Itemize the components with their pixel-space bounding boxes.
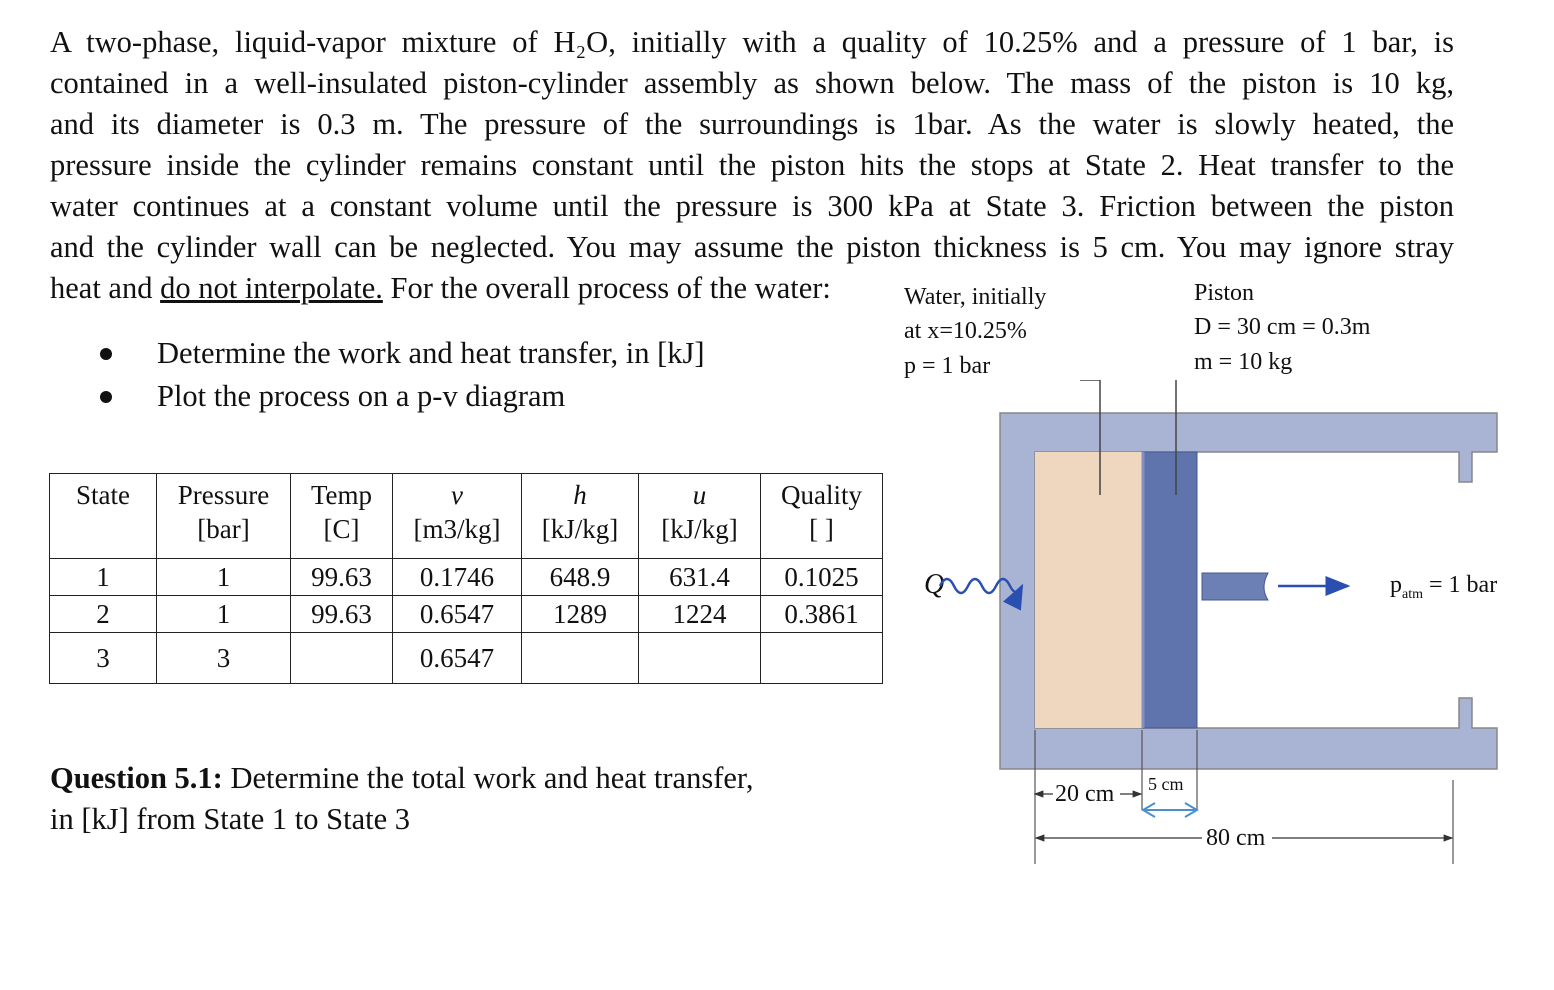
- piston: [1142, 452, 1197, 728]
- question-text-2: in [kJ] from State 1 to State 3: [50, 802, 411, 836]
- table-row: [50, 559, 883, 596]
- task-item: [100, 375, 705, 418]
- cell-pressure: 1: [157, 559, 291, 596]
- col-header-state: State: [50, 474, 157, 559]
- col-header-quality: Quality [ ]: [761, 474, 883, 559]
- water-region: [1035, 452, 1142, 728]
- problem-line-6: and the cylinder wall can be neglected. You may assume the piston thickness is 5 cm. You may ignore stray: [50, 230, 1454, 264]
- piston-mass-label: m = 10 kg: [1194, 349, 1293, 375]
- task-text: Determine the work and heat transfer, in [kJ]: [157, 336, 705, 370]
- cell-u: [639, 633, 761, 684]
- cell-u: 631.4: [639, 559, 761, 596]
- cell-v: 0.6547: [393, 633, 522, 684]
- cell-state: 1: [50, 559, 157, 596]
- piston-rod: [1202, 573, 1268, 600]
- no-interpolate-note: do not interpolate.: [160, 271, 383, 305]
- problem-line-7-b: For the overall process of the water:: [382, 271, 831, 305]
- problem-line-7-a: heat and: [50, 271, 161, 305]
- problem-statement: [50, 22, 1454, 309]
- cell-quality: [761, 633, 883, 684]
- table-row: [50, 633, 883, 684]
- dim-5cm-label: 5 cm: [1148, 774, 1184, 794]
- water-label-line-1: Water, initially: [904, 284, 1047, 310]
- dim-20cm-label: 20 cm: [1055, 781, 1115, 807]
- cell-u: 1224: [639, 596, 761, 633]
- cell-temp: [291, 633, 393, 684]
- col-header-pressure: Pressure [bar]: [157, 474, 291, 559]
- cell-v: 0.6547: [393, 596, 522, 633]
- col-header-h: h [kJ/kg]: [522, 474, 639, 559]
- problem-line-1: A two-phase, liquid-vapor mixture of H₂O, initially with a quality of 10.25% and a pressure of 1 bar, is: [50, 25, 1454, 59]
- cell-v: 0.1746: [393, 559, 522, 596]
- problem-line-2: contained in a well-insulated piston-cylinder assembly as shown below. The mass of the piston is 10 kg,: [50, 66, 1454, 100]
- col-header-u: u [kJ/kg]: [639, 474, 761, 559]
- question-text-1: Determine the total work and heat transfer,: [222, 761, 754, 795]
- cell-state: 2: [50, 596, 157, 633]
- piston-label: Piston: [1194, 280, 1255, 306]
- cell-h: 1289: [522, 596, 639, 633]
- problem-line-4: pressure inside the cylinder remains constant until the piston hits the stops at State 2. Heat transfer to the: [50, 148, 1454, 182]
- task-list: [100, 332, 705, 418]
- water-label-line-2: at x=10.25%: [904, 318, 1027, 344]
- cell-quality: 0.1025: [761, 559, 883, 596]
- problem-line-5: water continues at a constant volume until the pressure is 300 kPa at State 3. Friction between the piston: [50, 189, 1454, 223]
- cell-h: 648.9: [522, 559, 639, 596]
- cell-pressure: 3: [157, 633, 291, 684]
- col-header-temp: Temp [C]: [291, 474, 393, 559]
- heat-symbol: Q: [924, 569, 945, 600]
- table-row: [50, 596, 883, 633]
- task-text: Plot the process on a p-v diagram: [157, 379, 566, 413]
- table-header-row: [50, 474, 883, 559]
- question-block: [50, 758, 753, 840]
- property-table: [49, 473, 883, 684]
- cell-quality: 0.3861: [761, 596, 883, 633]
- cell-h: [522, 633, 639, 684]
- col-header-v: v [m3/kg]: [393, 474, 522, 559]
- atmospheric-pressure-label: $p_{atm} = 1$ bar: [1390, 572, 1498, 602]
- task-item: [100, 332, 705, 375]
- water-label-line-3: p = 1 bar: [904, 353, 991, 379]
- cell-pressure: 1: [157, 596, 291, 633]
- cell-temp: 99.63: [291, 559, 393, 596]
- piston-diameter-label: D = 30 cm = 0.3m: [1194, 314, 1371, 340]
- bullet-icon: [100, 348, 112, 360]
- cell-temp: 99.63: [291, 596, 393, 633]
- bullet-icon: [100, 391, 112, 403]
- problem-line-3: and its diameter is 0.3 m. The pressure of the surroundings is 1bar. As the water is slowly heated, the: [50, 107, 1454, 141]
- cell-state: 3: [50, 633, 157, 684]
- dim-80cm-label: 80 cm: [1206, 825, 1266, 851]
- piston-cylinder-diagram: [880, 380, 1520, 880]
- question-label: Question 5.1:: [50, 761, 223, 795]
